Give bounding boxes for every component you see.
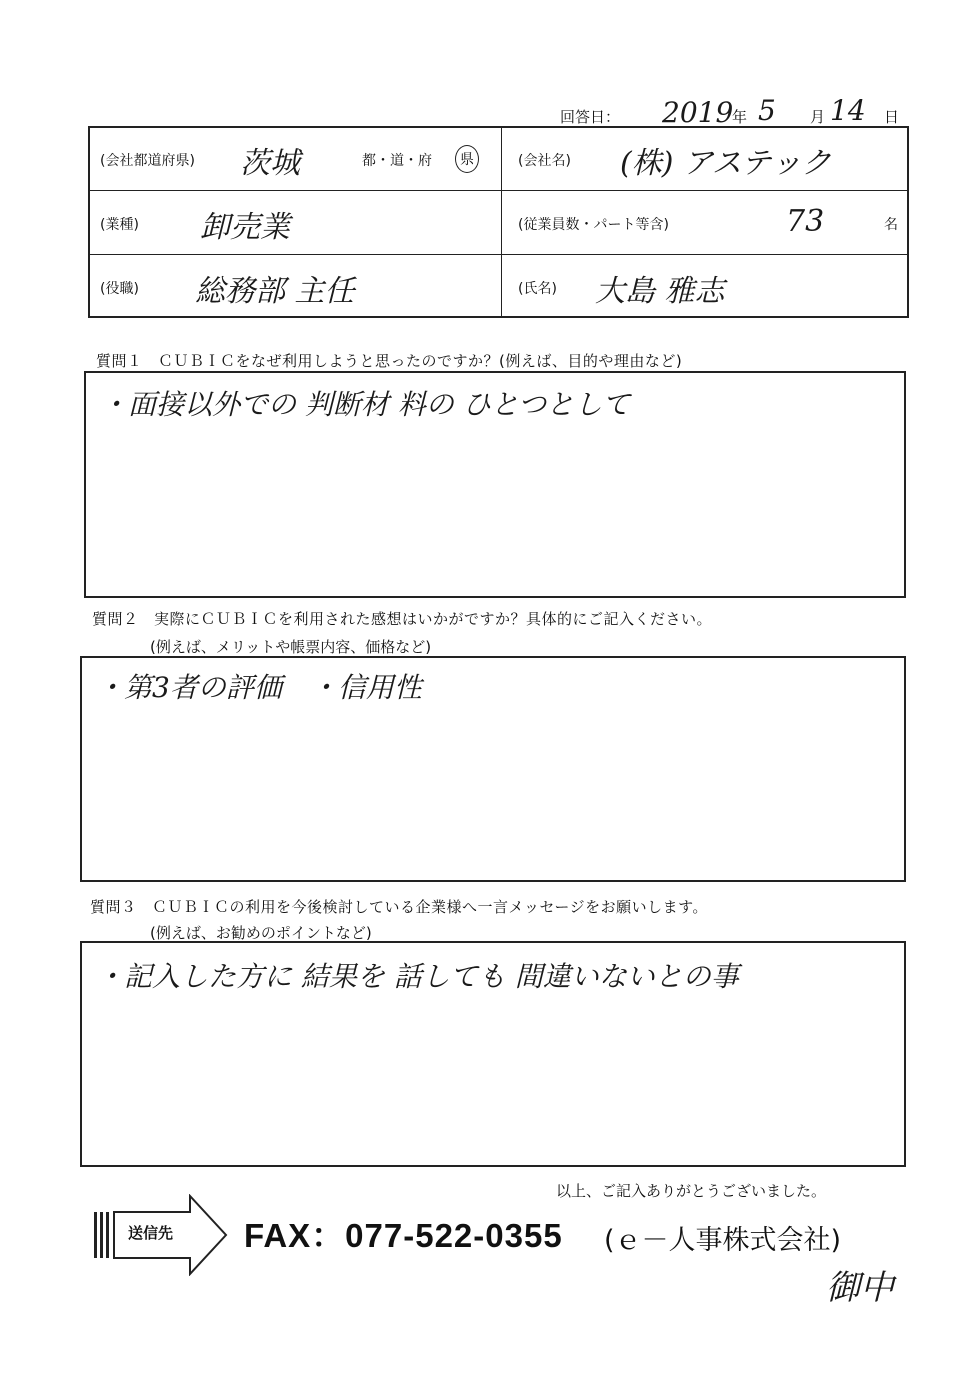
- table-divider: [90, 190, 907, 191]
- answer-date-year: 2019: [662, 96, 734, 129]
- fax-company-name: (ｅ－人事株式会社): [604, 1225, 842, 1256]
- employees-unit: 名: [884, 217, 898, 233]
- question-2-heading: 質問２ 実際にＣＵＢＩＣを利用された感想はいかがですか？具体的にご記入ください。: [92, 610, 713, 628]
- employees-label: (従業員数・パート等含): [518, 217, 669, 233]
- table-divider: [90, 254, 907, 255]
- prefecture-value: 茨城: [240, 146, 300, 181]
- employees-value: 73: [786, 204, 825, 239]
- answer-date-day: 14: [830, 94, 866, 127]
- question-3-example: (例えば、お勧めのポイントなど): [150, 924, 372, 942]
- name-value: 大島 雅志: [595, 274, 725, 309]
- answer-date-label: 回答日：: [560, 108, 621, 126]
- position-label: (役職): [100, 281, 139, 297]
- question-3-answer-box: [80, 941, 906, 1167]
- answer-date-day-unit: 日: [884, 108, 900, 126]
- table-divider: [501, 128, 502, 316]
- company-value: (株) アステック: [620, 146, 832, 181]
- industry-value: 卸売業: [200, 210, 290, 245]
- question-3-heading: 質問３ ＣＵＢＩＣの利用を今後検討している企業様へ一言メッセージをお願いします。: [90, 898, 708, 916]
- question-1-answer: ・面接以外での 判断材 料の ひとつとして: [100, 388, 631, 421]
- closing-thanks: 以上、ご記入ありがとうございました。: [556, 1182, 827, 1200]
- question-2-answer-box: [80, 656, 906, 882]
- question-2-example: (例えば、メリットや帳票内容、価格など): [150, 638, 432, 656]
- answer-date-month-unit: 月: [810, 108, 826, 126]
- recipient-honorific: 御中: [826, 1268, 894, 1308]
- send-to-label: 送信先: [128, 1224, 174, 1242]
- respondent-info-table: [88, 126, 909, 318]
- question-3-answer: ・記入した方に 結果を 話しても 間違いないとの事: [96, 960, 739, 993]
- question-1-answer-box: [84, 371, 906, 598]
- answer-date-year-unit: 年: [732, 108, 748, 126]
- prefecture-suffix: 都・道・府: [362, 153, 432, 169]
- position-value: 総務部 主任: [195, 274, 355, 309]
- prefecture-label: (会社都道府県): [100, 153, 195, 169]
- fax-number: FAX：077-522-0355: [244, 1217, 563, 1254]
- industry-label: (業種): [100, 217, 139, 233]
- answer-date-month: 5: [758, 94, 776, 127]
- prefecture-selected: 県: [455, 145, 479, 173]
- company-label: (会社名): [518, 153, 571, 169]
- question-2-answer: ・第3者の評価 ・信用性: [96, 671, 422, 704]
- question-1-heading: 質問１ ＣＵＢＩＣをなぜ利用しようと思ったのですか？(例えば、目的や理由など): [96, 352, 683, 370]
- name-label: (氏名): [518, 281, 557, 297]
